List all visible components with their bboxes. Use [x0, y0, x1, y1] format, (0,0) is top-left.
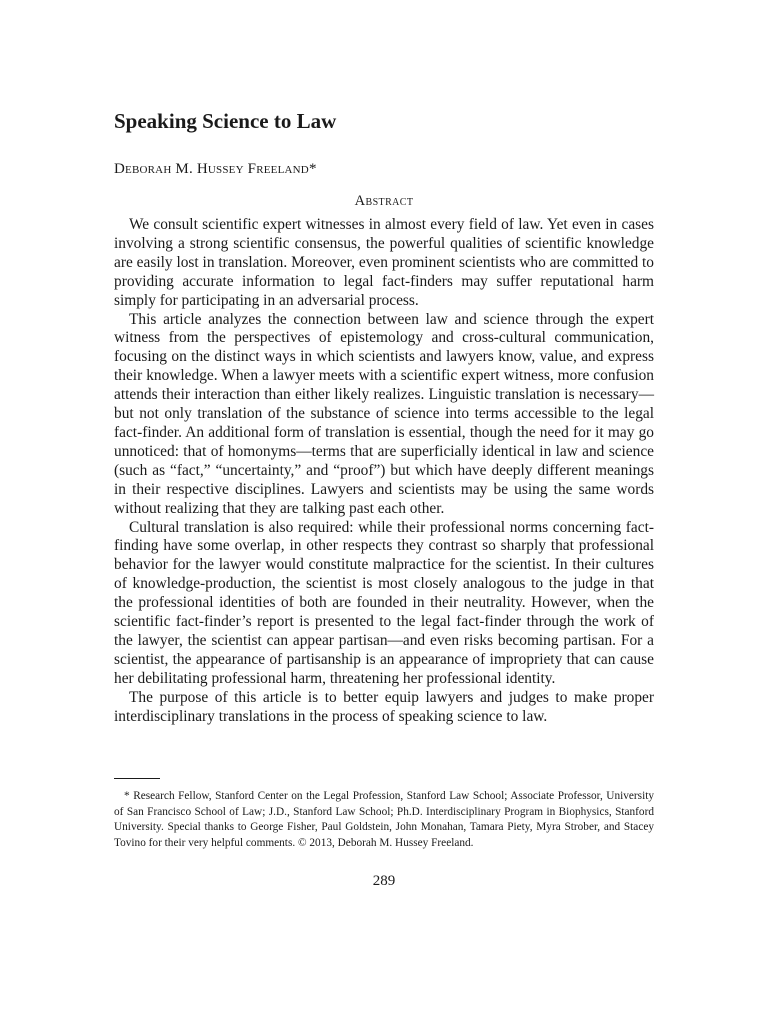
author-footnote: * Research Fellow, Stanford Center on the Legal Profession, Stanford Law School; Associate Professor, University of San Francisco School of Law; J.D., Stanford Law School; Ph.D. Interdisciplinary Program in Biophysics, Stanford University. Special thanks to George Fisher, Paul Goldstein, John Monahan, Tamara Piety, Myra Strober, and Stacey Tovino for their very helpful comments. © 2013, Deborah M. Hussey Freeland.: [114, 790, 654, 849]
article-page: [114, 108, 654, 851]
abstract-body: [114, 216, 654, 726]
author-name: Deborah M. Hussey Freeland*: [114, 161, 317, 177]
page-number: 289: [372, 873, 396, 889]
abstract-paragraph: We consult scientific expert witnesses in almost every field of law. Yet even in cases involving a strong scientific consensus, the powerful qualities of scientific knowledge are easily lost in translation. Moreover, even prominent scientists who are committed to providing accurate information to legal fact-finders may suffer reputational harm simply for participating in an adversarial process.: [114, 216, 654, 309]
article-title: Speaking Science to Law: [114, 109, 337, 133]
abstract-paragraph: The purpose of this article is to better equip lawyers and judges to make proper interdisciplinary translations in the process of speaking science to law.: [114, 688, 654, 725]
abstract-paragraph: This article analyzes the connection between law and science through the expert witness from the perspectives of epistemology and cross-cultural communication, focusing on the distinct ways in which scientists and lawyers know, value, and express their knowledge. When a lawyer meets with a scientific expert witness, more confusion attends their interaction than either likely realizes. Linguistic translation is necessary—but not only translation of the substance of science into terms accessible to the legal fact-finder. An additional form of translation is essential, though the need for it may go unnoticed: that of homonyms—terms that are superficially identical in law and science (such as “fact,” “uncertainty,” and “proof”) but which have deeply different meanings in their respective disciplines. Lawyers and scientists may be using the same words without realizing that they are talking past each other.: [114, 310, 654, 517]
abstract-heading: Abstract: [354, 193, 414, 209]
abstract-paragraph: Cultural translation is also required: while their professional norms concerning fact-finding have some overlap, in other respects they contrast so sharply that professional behavior for the lawyer would constitute malpractice for the scientist. In their cultures of knowledge-production, the scientist is most closely analogous to the judge in that the professional identities of both are founded in their neutrality. However, when the scientific fact-finder’s report is presented to the legal fact-finder through the work of the lawyer, the scientist can appear partisan—and even risks becoming partisan. For a scientist, the appearance of partisanship is an appearance of impropriety that can cause her debilitating professional harm, threatening her professional identity.: [114, 518, 654, 687]
footnote-divider: [114, 778, 160, 779]
